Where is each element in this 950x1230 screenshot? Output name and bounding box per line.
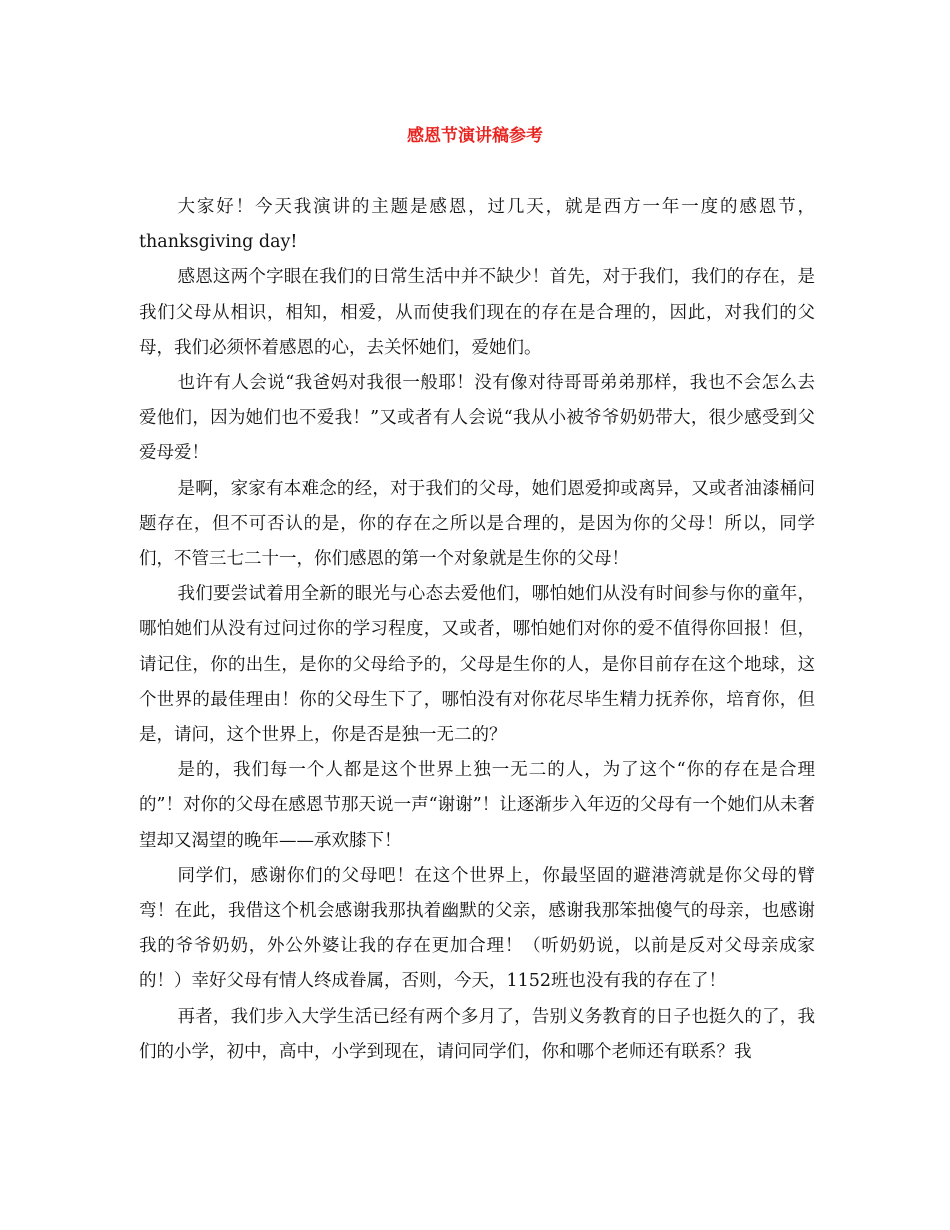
paragraph: 也许有人会说“我爸妈对我很一般耶！没有像对待哥哥弟弟那样，我也不会怎么去爱他们，因为她们也不爱我！”又或者有人会说“我从小被爷爷奶奶带大，很少感受到父爱母爱！ — [139, 373, 815, 464]
paragraph: 再者，我们步入大学生活已经有两个多月了，告别义务教育的日子也挺久的了，我们的小学，初中，高中，小学到现在，请问同学们，你和哪个老师还有联系？我 — [139, 1006, 815, 1062]
paragraph: 是啊，家家有本难念的经，对于我们的父母，她们恩爱抑或离异，又或者油漆桶问题存在，但不可否认的是，你的存在之所以是合理的，是因为你的父母！所以，同学们，不管三七二十一，你们感恩的第一个对象就是生你的父母！ — [139, 478, 815, 570]
paragraph: 同学们，感谢你们的父母吧！在这个世界上，你最坚固的避港湾就是你父母的臂弯！在此，我借这个机会感谢我那执着幽默的父亲，感谢我那笨拙傻气的母亲，也感谢我的爷爷奶奶，外公外婆让我的存在更加合理！（听奶奶说，以前是反对父母亲成家的！）幸好父母有情人终成眷属，否则，今天，1152班也没有我的存在了！ — [139, 865, 815, 992]
document-body — [139, 190, 815, 1070]
paragraph: 大家好！今天我演讲的主题是感恩，过几天，就是西方一年一度的感恩节，thanksgiving day! — [139, 197, 815, 253]
paragraph: 我们要尝试着用全新的眼光与心态去爱他们，哪怕她们从没有时间参与你的童年，哪怕她们从没有过问过你的学习程度，又或者，哪怕她们对你的爱不值得你回报！但，请记住，你的出生，是你的父母给予的，父母是生你的人，是你目前存在这个地球，这个世界的最佳理由！你的父母生下了，哪怕没有对你花尽毕生精力抚养你，培育你，但是，请问，这个世界上，你是否是独一无二的？ — [139, 584, 815, 746]
paragraph: 是的，我们每一个人都是这个世界上独一无二的人，为了这个“你的存在是合理的”！对你的父母在感恩节那天说一声“谢谢”！让逐渐步入年迈的父母有一个她们从未奢望却又渴望的晚年——承欢膝下！ — [139, 760, 815, 851]
paragraph: 感恩这两个字眼在我们的日常生活中并不缺少！首先，对于我们，我们的存在，是我们父母从相识，相知，相爱，从而使我们现在的存在是合理的，因此，对我们的父母，我们必须怀着感恩的心，去关怀她们，爱她们。 — [139, 267, 815, 358]
document-title: 感恩节演讲稿参考 — [407, 126, 543, 146]
